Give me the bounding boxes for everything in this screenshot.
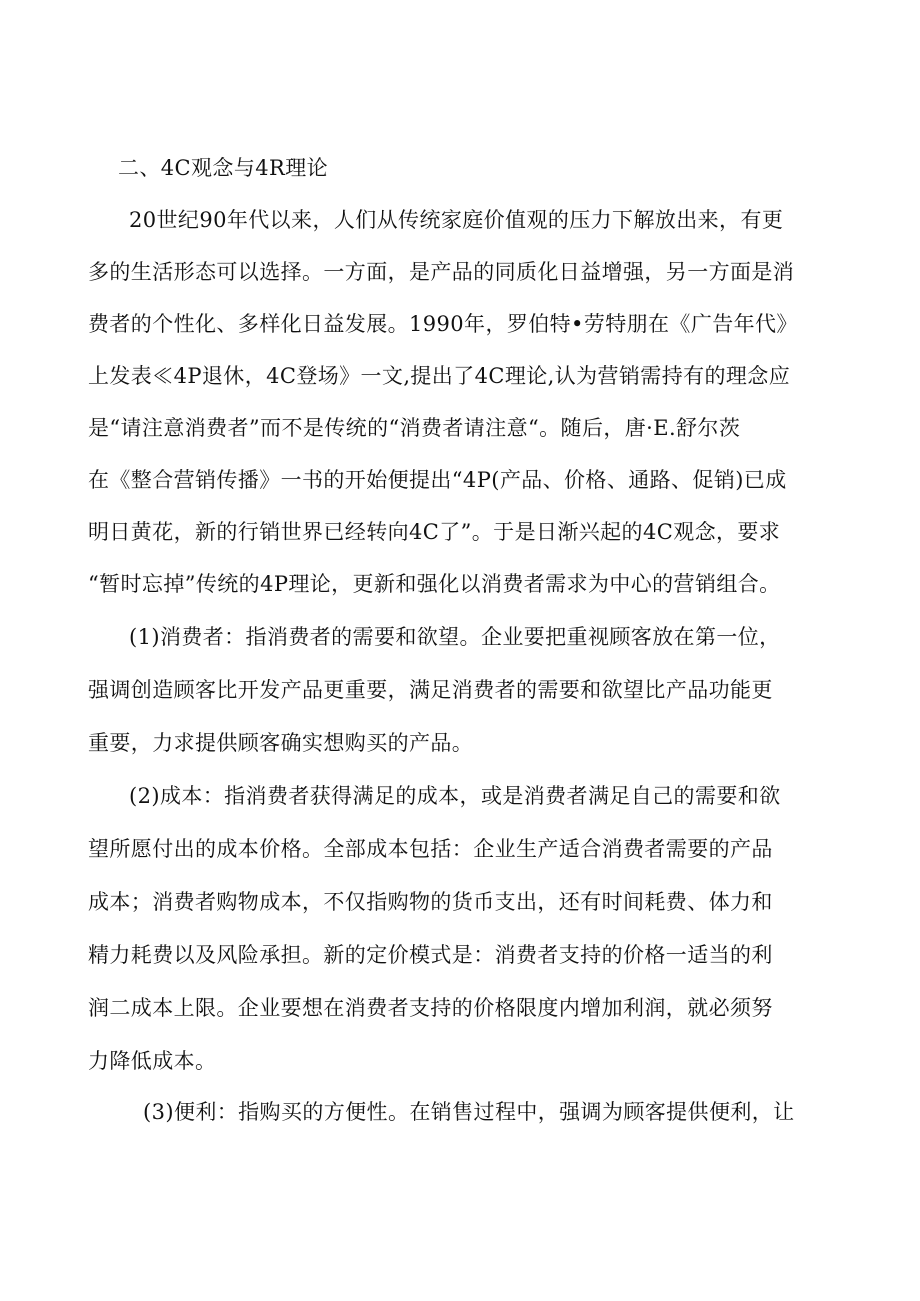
paragraph-3-line-5: 润二成本上限。企业要想在消费者支持的价格限度内增加利润，就必须努 <box>88 996 773 1020</box>
paragraph-3-line-6: 力降低成本。 <box>88 1049 217 1073</box>
paragraph-4-line-1: (3)便利：指购买的方便性。在销售过程中，强调为顾客提供便利，让 <box>143 1100 795 1124</box>
paragraph-3-line-4: 精力耗费以及风险承担。新的定价模式是：消费者支持的价格一适当的利 <box>88 943 773 967</box>
section-heading: 二、4C观念与4R理论 <box>118 156 329 180</box>
paragraph-2-line-1: (1)消费者：指消费者的需要和欲望。企业要把重视顾客放在第一位， <box>129 625 781 649</box>
paragraph-3-line-2: 望所愿付出的成本价格。全部成本包括：企业生产适合消费者需要的产品 <box>88 837 773 861</box>
paragraph-3-line-3: 成本；消费者购物成本，不仅指购物的货币支出，还有时间耗费、体力和 <box>88 890 773 914</box>
paragraph-1-line-8: “暂时忘掉”传统的4P理论，更新和强化以消费者需求为中心的营销组合。 <box>88 572 781 596</box>
paragraph-3-line-1: (2)成本：指消费者获得满足的成本，或是消费者满足自己的需要和欲 <box>129 784 781 808</box>
paragraph-1-line-4: 上发表≪4P退休，4C登场》一文,提出了4C理论,认为营销需持有的理念应 <box>88 364 791 388</box>
paragraph-1-line-3: 费者的个性化、多样化日益发展。1990年，罗伯特•劳特朋在《广告年代》 <box>88 312 798 336</box>
paragraph-1-line-5: 是“请注意消费者”而不是传统的“消费者请注意“。随后，唐·E.舒尔茨 <box>88 416 741 440</box>
paragraph-2-line-2: 强调创造顾客比开发产品更重要，满足消费者的需要和欲望比产品功能更 <box>88 678 773 702</box>
paragraph-2-line-3: 重要，力求提供顾客确实想购买的产品。 <box>88 731 474 755</box>
paragraph-1-line-7: 明日黄花，新的行销世界已经转向4C了”。于是日渐兴起的4C观念，要求 <box>88 520 781 544</box>
paragraph-1-line-1: 20世纪90年代以来，人们从传统家庭价值观的压力下解放出来，有更 <box>129 208 784 232</box>
paragraph-1-line-6: 在《整合营销传播》一书的开始便提出“4P(产品、价格、通路、促销)已成 <box>88 468 787 492</box>
paragraph-1-line-2: 多的生活形态可以选择。一方面，是产品的同质化日益增强，另一方面是消 <box>88 260 795 284</box>
